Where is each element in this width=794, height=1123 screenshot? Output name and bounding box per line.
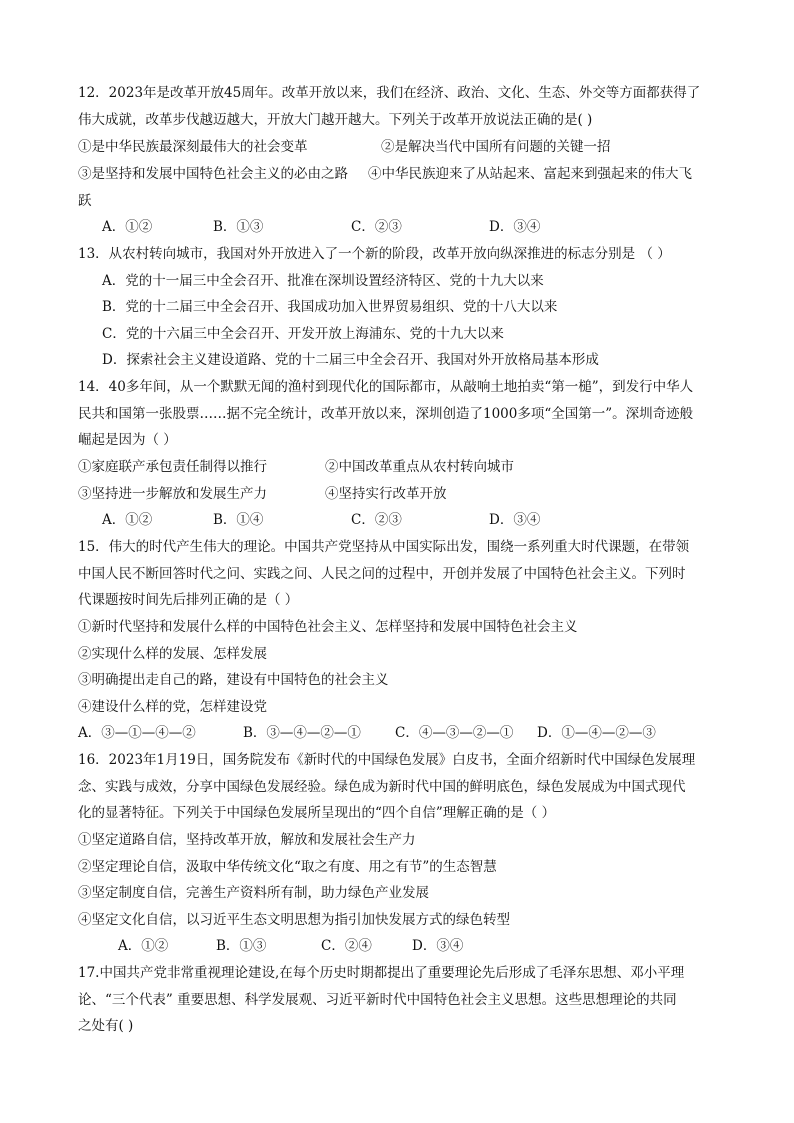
- q12-option-c[interactable]: C．②③: [351, 219, 402, 235]
- q12-item-3: ③是坚持和发展中国特色社会主义的必由之路: [78, 166, 348, 182]
- q12-option-a[interactable]: A．①②: [102, 219, 153, 235]
- q14-item-2: ②中国改革重点从农村转向城市: [325, 459, 514, 475]
- q14-option-b[interactable]: B．①④: [213, 512, 264, 528]
- q16-stem-line-1: 16．2023年1月19日，国务院发布《新时代的中国绿色发展》白皮书，全面介绍新时代中国绿色发展理: [78, 752, 696, 768]
- q15-item-4: ④建设什么样的党，怎样建设党: [78, 699, 267, 715]
- q12-stem-line-1: 12．2023年是改革开放45周年。改革开放以来，我们在经济、政治、文化、生态、外交等方面都获得了: [78, 85, 701, 101]
- q12-option-d[interactable]: D．③④: [489, 219, 541, 235]
- q15-stem-line-3: 代课题按时间先后排列正确的是（ ）: [78, 592, 299, 608]
- q12-options: [102, 217, 540, 237]
- q14-option-c[interactable]: C．②③: [351, 512, 402, 528]
- q16-option-d[interactable]: D．③④: [412, 938, 464, 954]
- q16-stem-line-2: 念、实践与成效，分享中国绿色发展经验。绿色成为新时代中国的鲜明底色，绿色发展成为中国式现代: [78, 779, 686, 795]
- q13-option-d[interactable]: D．探索社会主义建设道路、党的十二届三中全会召开、我国对外开放格局基本形成: [102, 352, 599, 368]
- q16-item-1: ①坚定道路自信，坚持改革开放，解放和发展社会生产力: [78, 832, 416, 848]
- q12-stem-line-2: 伟大成就，改革步伐越迈越大，开放大门越开越大。下列关于改革开放说法正确的是( ): [78, 112, 593, 128]
- q15-option-c[interactable]: C．④—③—②—①: [395, 725, 514, 741]
- q15-item-2: ②实现什么样的发展、怎样发展: [78, 646, 267, 662]
- q16-item-4: ④坚定文化自信，以习近平生态文明思想为指引加快发展方式的绿色转型: [78, 912, 510, 928]
- q17-stem-line-2: 论、“三个代表” 重要思想、科学发展观、习近平新时代中国特色社会主义思想。这些思想理论的共同: [78, 992, 677, 1008]
- q13-option-b[interactable]: B．党的十二届三中全会召开、我国成功加入世界贸易组织、党的十八大以来: [102, 299, 558, 315]
- q15-option-d[interactable]: D．①—④—②—③: [537, 725, 656, 741]
- q12-item-1: ①是中华民族最深刻最伟大的社会变革: [78, 139, 308, 155]
- q14-option-d[interactable]: D．③④: [489, 512, 541, 528]
- q16-option-b[interactable]: B．①③: [216, 938, 267, 954]
- q14-stem-line-3: 崛起是因为（ ）: [78, 432, 177, 448]
- q15-item-1: ①新时代坚持和发展什么样的中国特色社会主义、怎样坚持和发展中国特色社会主义: [78, 619, 578, 635]
- q12-item-4-cont: 跃: [78, 193, 92, 209]
- q17-stem-line-1: 17.中国共产党非常重视理论建设,在每个历史时期都提出了重要理论先后形成了毛泽东思想、邓小平理: [78, 965, 685, 981]
- q15-option-b[interactable]: B．③—④—②—①: [243, 725, 361, 741]
- q15-stem-line-2: 中国人民不断回答时代之问、实践之问、人民之问的过程中，开创并发展了中国特色社会主义。下列时: [78, 566, 686, 582]
- q17-stem-line-3: 之处有( ): [78, 1018, 134, 1034]
- q14-stem-line-1: 14．40多年间，从一个默默无闻的渔村到现代化的国际都市，从敲响土地拍卖“第一槌”，到发行中华人: [78, 379, 694, 395]
- q14-options: [102, 510, 540, 530]
- q15-option-a[interactable]: A．③—①—④—②: [78, 725, 196, 741]
- q14-item-4: ④坚持实行改革开放: [325, 486, 447, 502]
- q13-option-a[interactable]: A．党的十一届三中全会召开、批准在深圳设置经济特区、党的十九大以来: [102, 273, 544, 289]
- q14-stem-line-2: 民共和国第一张股票……据不完全统计，改革开放以来，深圳创造了1000多项“全国第一”。深圳奇迹般: [78, 406, 694, 422]
- q16-options: [118, 936, 463, 956]
- q16-item-3: ③坚定制度自信，完善生产资料所有制，助力绿色产业发展: [78, 885, 429, 901]
- q16-item-2: ②坚定理论自信，汲取中华传统文化“取之有度、用之有节”的生态智慧: [78, 859, 497, 875]
- q14-item-1: ①家庭联产承包责任制得以推行: [78, 459, 267, 475]
- q16-option-c[interactable]: C．②④: [321, 938, 372, 954]
- q14-item-3: ③坚持进一步解放和发展生产力: [78, 486, 267, 502]
- q12-option-b[interactable]: B．①③: [213, 219, 264, 235]
- q12-item-4: ④中华民族迎来了从站起来、富起来到强起来的伟大飞: [368, 166, 692, 182]
- q15-options: [78, 723, 656, 743]
- q15-item-3: ③明确提出走自己的路，建设有中国特色的社会主义: [78, 672, 389, 688]
- q15-stem-line-1: 15．伟大的时代产生伟大的理论。中国共产党坚持从中国实际出发，围绕一系列重大时代课题，在带领: [78, 539, 690, 555]
- q12-item-2: ②是解决当代中国所有问题的关键一招: [381, 139, 611, 155]
- q16-option-a[interactable]: A．①②: [118, 938, 169, 954]
- q14-option-a[interactable]: A．①②: [102, 512, 153, 528]
- q16-stem-line-3: 化的显著特征。下列关于中国绿色发展所呈现出的“四个自信”理解正确的是（ ）: [78, 805, 556, 821]
- q13-option-c[interactable]: C．党的十六届三中全会召开、开发开放上海浦东、党的十九大以来: [102, 326, 504, 342]
- q13-stem: 13．从农村转向城市，我国对外开放进入了一个新的阶段，改革开放向纵深推进的标志分别是 （ ）: [78, 246, 671, 262]
